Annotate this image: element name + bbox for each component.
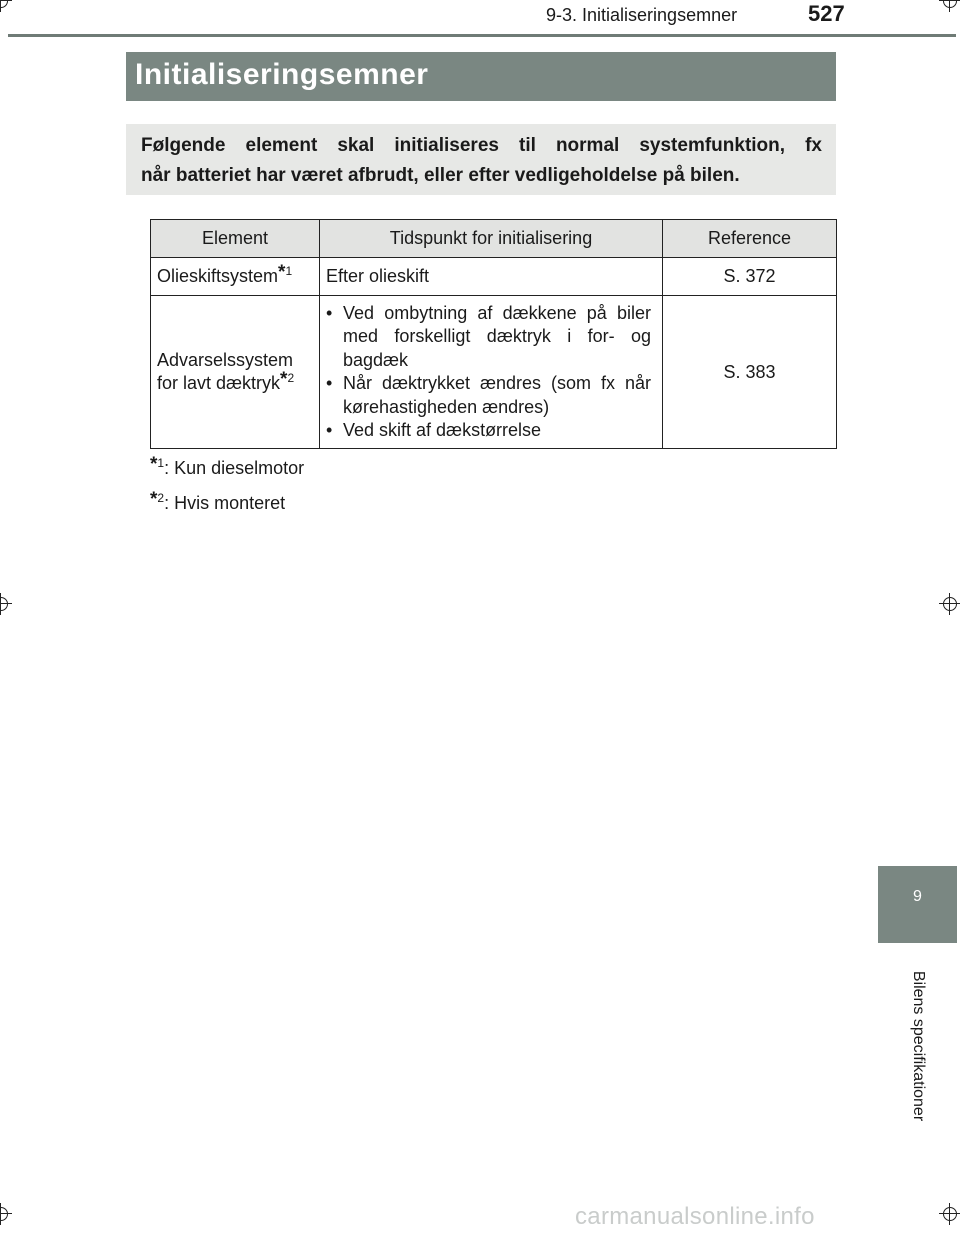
footnote-number: 1	[157, 456, 165, 470]
footnote-text: : Kun dieselmotor	[164, 458, 305, 478]
registration-mark-icon	[0, 0, 12, 12]
element-cell	[151, 296, 320, 449]
table-row	[151, 258, 837, 296]
footnote-2	[150, 489, 286, 514]
chapter-label-text: Bilens specifikationer	[910, 970, 927, 1122]
initialization-table	[150, 219, 837, 449]
section-title: Initialiseringsemner	[135, 58, 429, 91]
section-title-band	[126, 52, 836, 101]
column-header-reference: Reference	[663, 220, 837, 258]
list-item: • Ved ombytning af dækkene på biler med forskelligt dæktryk i for- og bagdæk	[326, 302, 651, 373]
table-row	[151, 296, 837, 449]
timing-list	[326, 302, 651, 443]
chapter-number: 9	[913, 888, 922, 905]
header-divider	[8, 34, 956, 37]
footnote-text: : Hvis monteret	[164, 493, 286, 513]
timing-cell	[320, 296, 663, 449]
registration-mark-icon	[939, 1203, 960, 1225]
registration-mark-icon	[0, 1203, 12, 1225]
list-item: • Ved skift af dækstørrelse	[326, 419, 651, 443]
column-header-timing: Tidspunkt for initialisering	[320, 220, 663, 258]
reference-cell: S. 383	[663, 296, 837, 449]
intro-line-1: Følgende element skal initialiseres til normal systemfunktion, fx	[141, 135, 822, 156]
intro-line-2: når batteriet har været afbrudt, eller efter vedligeholdelse på bilen.	[141, 165, 740, 186]
page-number: 527	[808, 1, 845, 26]
footnote-number: 2	[287, 371, 295, 385]
footnote-number: 1	[285, 264, 293, 278]
registration-mark-icon	[0, 593, 12, 615]
table-header-row	[151, 220, 837, 258]
footnote-marker: *	[150, 489, 158, 510]
element-name: Olieskiftsystem	[157, 266, 279, 286]
running-header: 9-3. Initialiseringsemner	[546, 5, 738, 25]
element-name-line-2: for lavt dæktryk	[157, 373, 281, 393]
footnote-number: 2	[157, 491, 165, 505]
footnote-marker: *	[278, 262, 286, 283]
element-name-line-1: Advarselssystem	[157, 350, 294, 370]
chapter-tab	[878, 866, 957, 943]
timing-cell	[320, 258, 663, 296]
list-item: • Når dæktrykket ændres (som fx når kørehastigheden ændres)	[326, 372, 651, 419]
footnote-marker: *	[280, 369, 288, 390]
footnote-marker: *	[150, 454, 158, 475]
timing-text: Efter olieskift	[326, 266, 430, 286]
reference-cell: S. 372	[663, 258, 837, 296]
column-header-element: Element	[151, 220, 320, 258]
registration-mark-icon	[939, 0, 960, 12]
intro-box	[126, 124, 836, 195]
watermark: carmanualsonline.info	[575, 1203, 815, 1230]
registration-mark-icon	[939, 593, 960, 615]
footnote-1	[150, 454, 305, 479]
element-cell	[151, 258, 320, 296]
